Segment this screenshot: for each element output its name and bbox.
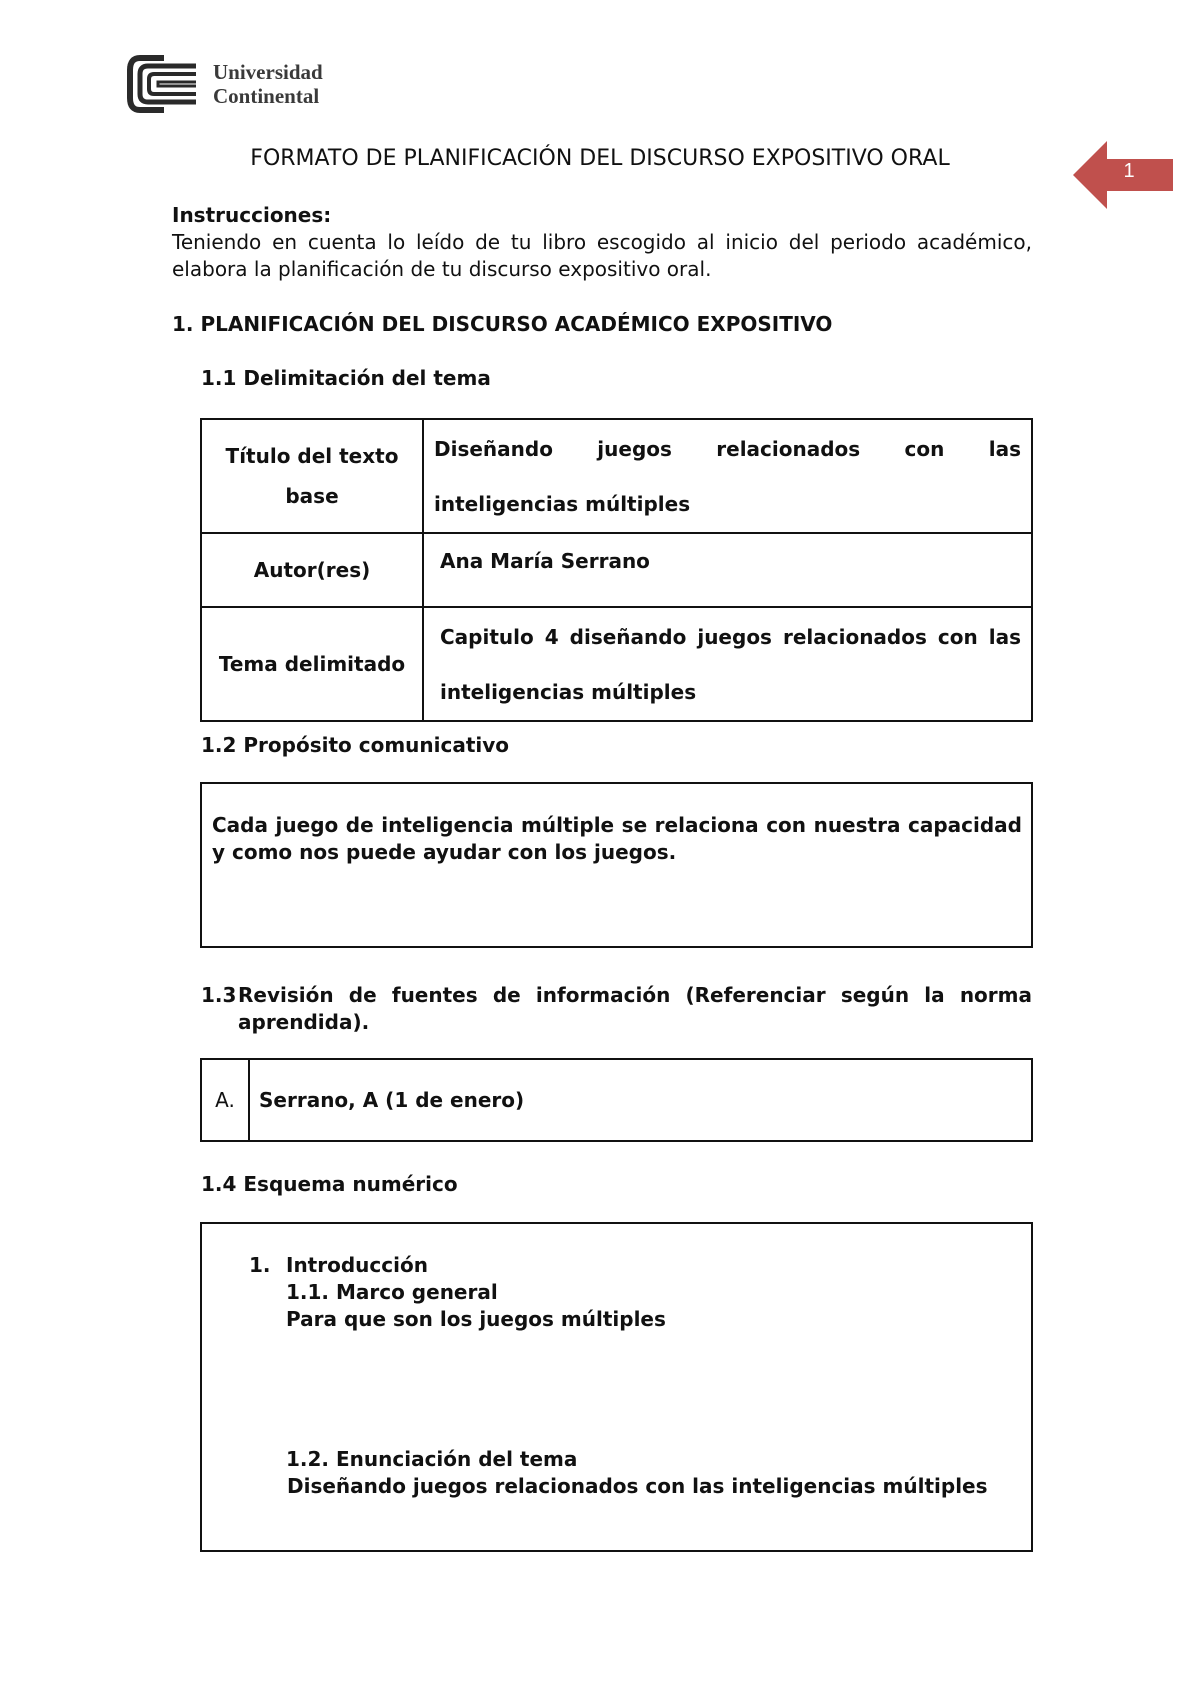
outline-sub-1-text: Para que son los juegos múltiples: [286, 1307, 666, 1331]
table-row: [201, 419, 1032, 533]
outline-sub-2-label: 1.2. Enunciación del tema: [286, 1447, 578, 1471]
page-number-tab: [1073, 141, 1173, 209]
topic-label: Tema delimitado: [218, 652, 406, 676]
title-label-cell: [201, 419, 423, 533]
instructions-text: Teniendo en cuenta lo leído de tu libro escogido al inicio del periodo académico, elabora la planificación de tu discurso expositivo oral.: [172, 230, 1032, 281]
reference-box: [200, 1058, 1033, 1142]
outline-item-1-number: 1.: [249, 1253, 271, 1277]
section-1-1-heading: 1.1 Delimitación del tema: [201, 366, 491, 390]
author-value-cell: [423, 533, 1032, 607]
author-label: Autor(res): [253, 558, 371, 582]
topic-delimitation-table: [200, 418, 1033, 722]
section-1-4-heading: 1.4 Esquema numérico: [201, 1172, 458, 1196]
topic-value-cell: [423, 607, 1032, 721]
topic-value: Capitulo 4 diseñando juegos relacionados con las inteligencias múltiples: [440, 625, 1021, 704]
table-row: [201, 607, 1032, 721]
logo-line-1: Universidad: [213, 60, 323, 84]
outline-sub-1-label: 1.1. Marco general: [286, 1280, 498, 1304]
page-number: 1: [1123, 160, 1135, 182]
outline-sub-2-text: Diseñando juegos relacionados con las inteligencias múltiples: [287, 1474, 988, 1498]
section-1-3-number: 1.3: [201, 983, 237, 1007]
title-label: Título del texto base: [225, 444, 399, 508]
purpose-text: Cada juego de inteligencia múltiple se relaciona con nuestra capacidad y como nos puede ayudar con los juegos.: [212, 813, 1022, 864]
numeric-outline-box: [200, 1222, 1033, 1552]
document-title: FORMATO DE PLANIFICACIÓN DEL DISCURSO EXPOSITIVO ORAL: [250, 146, 950, 171]
author-label-cell: [201, 533, 423, 607]
author-value: Ana María Serrano: [440, 549, 650, 573]
reference-text: Serrano, A (1 de enero): [259, 1088, 525, 1112]
university-logo-text: [213, 60, 323, 108]
instructions-label: Instrucciones:: [172, 203, 332, 227]
title-value: Diseñando juegos relacionados con las inteligencias múltiples: [434, 437, 1021, 516]
outline-item-1-label: Introducción: [286, 1253, 428, 1277]
purpose-box: [200, 782, 1033, 948]
section-1-heading: 1. PLANIFICACIÓN DEL DISCURSO ACADÉMICO EXPOSITIVO: [172, 312, 833, 336]
reference-letter: A.: [202, 1060, 250, 1140]
logo-line-2: Continental: [213, 84, 320, 108]
section-1-2-heading: 1.2 Propósito comunicativo: [201, 733, 510, 757]
university-logo-icon: [126, 54, 202, 114]
section-1-3-heading: [201, 982, 1032, 1036]
table-row: [201, 533, 1032, 607]
title-value-cell: [423, 419, 1032, 533]
section-1-3-text: Revisión de fuentes de información (Referenciar según la norma aprendida).: [238, 983, 1032, 1034]
topic-label-cell: [201, 607, 423, 721]
